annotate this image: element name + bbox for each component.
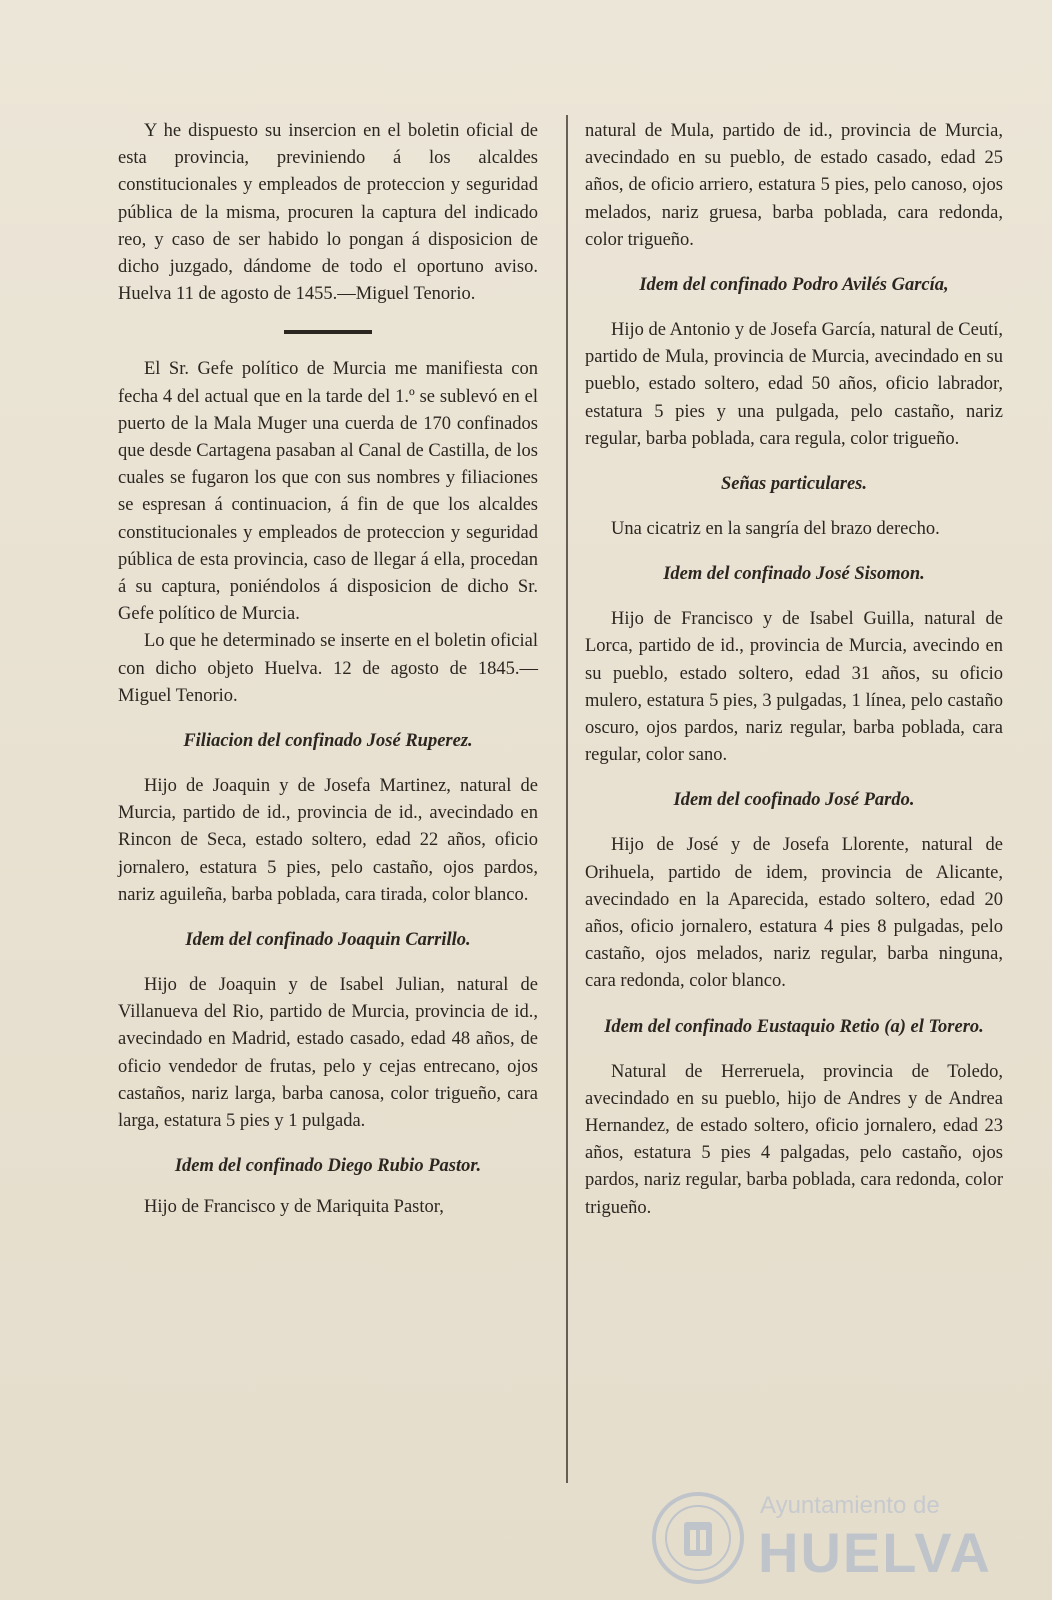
section-heading: Idem del confinado Eustaquio Retio (a) el Torero. — [604, 1016, 984, 1037]
watermark-line1: Ayuntamiento de — [760, 1492, 940, 1519]
right-column — [585, 118, 1003, 1222]
section-heading: Idem del confinado Diego Rubio Pastor. — [174, 1156, 482, 1177]
paragraph: Hijo de Francisco y de Isabel Guilla, natural de Lorca, partido de id., provincia de Murcia, avecindo en su pueblo, estado soltero, edad 31 años, su oficio mulero, estatura 5 pies, 3 pulgadas, 1 línea, pelo castaño oscuro, ojos pardos, nariz regular, barba poblada, cara regular, color sano. — [585, 609, 1003, 766]
section-heading: Idem del confinado Podro Avilés García, — [639, 275, 949, 296]
left-column — [118, 118, 538, 1222]
paragraph: Hijo de Joaquin y de Isabel Julian, natural de Villanueva del Rio, partido de Murcia, provincia de id., avecindado en Madrid, estado casado, edad 48 años, de oficio vendedor de frutas, pelo y cejas entrecano, ojos castaños, nariz larga, barba canosa, color trigueño, cara larga, estatura 5 pies y 1 pulgada. — [118, 975, 538, 1132]
column-divider — [566, 115, 568, 1483]
city-crest-icon — [648, 1488, 748, 1588]
section-heading: Filiacion del confinado José Ruperez. — [183, 731, 473, 752]
watermark-line2: HUELVA — [758, 1521, 992, 1584]
paragraph: Hijo de Joaquin y de Josefa Martinez, natural de Murcia, partido de id., provincia de id., avecindado en Rincon de Seca, estado soltero, edad 22 años, oficio jornalero, estatura 5 pies, pelo castaño, ojos pardos, nariz aguileña, barba poblada, cara tirada, color blanco. — [118, 776, 538, 905]
section-divider-rule — [284, 330, 372, 334]
paragraph: Una cicatriz en la sangría del brazo derecho. — [611, 519, 940, 540]
paragraph: Y he dispuesto su insercion en el boletin oficial de esta provincia, previniendo á los alcaldes constitucionales y empleados de proteccion y seguridad pública de la misma, procuren la captura del indicado reo, y caso de ser habido lo pongan á disposicion de dicho juzgado, dándome de todo el oportuno aviso. Huelva 11 de agosto de 1455.—Miguel Tenorio. — [118, 121, 538, 305]
paragraph: El Sr. Gefe político de Murcia me manifiesta con fecha 4 del actual que en la tarde del 1.º se sublevó en el puerto de la Mala Muger una cuerda de 170 confinados que desde Cartagena pasaban al Canal de Castilla, de los cuales se fugaron los que con sus nombres y filiaciones se espresan á continuacion, á fin de que los alcaldes constitucionales y empleados de proteccion y seguridad pública de esta provincia, caso de llegar á ella, procedan á su captura, poniéndolos á disposicion de dicho Sr. Gefe político de Murcia. — [118, 359, 538, 625]
section-heading: Idem del confinado Joaquin Carrillo. — [185, 930, 471, 951]
paragraph: Lo que he determinado se inserte en el boletin oficial con dicho objeto Huelva. 12 de agosto de 1845.—Miguel Tenorio. — [118, 631, 538, 706]
paragraph: Natural de Herreruela, provincia de Toledo, avecindado en su pueblo, hijo de Andres y de Andrea Hernandez, de estado soltero, oficio jornalero, edad 23 años, estatura 5 pies 4 palgadas, pelo castaño, ojos pardos, nariz regular, barba poblada, cara redonda, color trigueño. — [585, 1061, 1003, 1218]
paragraph: natural de Mula, partido de id., provincia de Murcia, avecindado en su pueblo, de estado casado, edad 25 años, de oficio arriero, estatura 5 pies, pelo canoso, ojos melados, nariz gruesa, barba poblada, cara redonda, color trigueño. — [585, 121, 1003, 250]
paragraph: Hijo de Antonio y de Josefa García, natural de Ceutí, partido de Mula, provincia de Murcia, avecindado en su pueblo, estado soltero, edad 50 años, oficio labrador, estatura 5 pies y una pulgada, pelo castaño, nariz regular, barba poblada, cara regula, color trigueño. — [585, 320, 1003, 449]
section-heading: Idem del confinado José Sisomon. — [663, 564, 925, 585]
paragraph: Hijo de Francisco y de Mariquita Pastor, — [144, 1197, 444, 1218]
paragraph: Hijo de José y de Josefa Llorente, natural de Orihuela, partido de idem, provincia de Alicante, avecindado en la Aparecida, estado soltero, edad 20 años, oficio jornalero, estatura 4 pies 8 pulgadas, pelo castaño, ojos melados, nariz regular, barba ninguna, cara redonda, color blanco. — [585, 835, 1003, 992]
section-heading: Idem del coofinado José Pardo. — [673, 790, 915, 811]
ayuntamiento-huelva-watermark — [648, 1488, 1028, 1588]
section-heading: Señas particulares. — [721, 474, 867, 495]
